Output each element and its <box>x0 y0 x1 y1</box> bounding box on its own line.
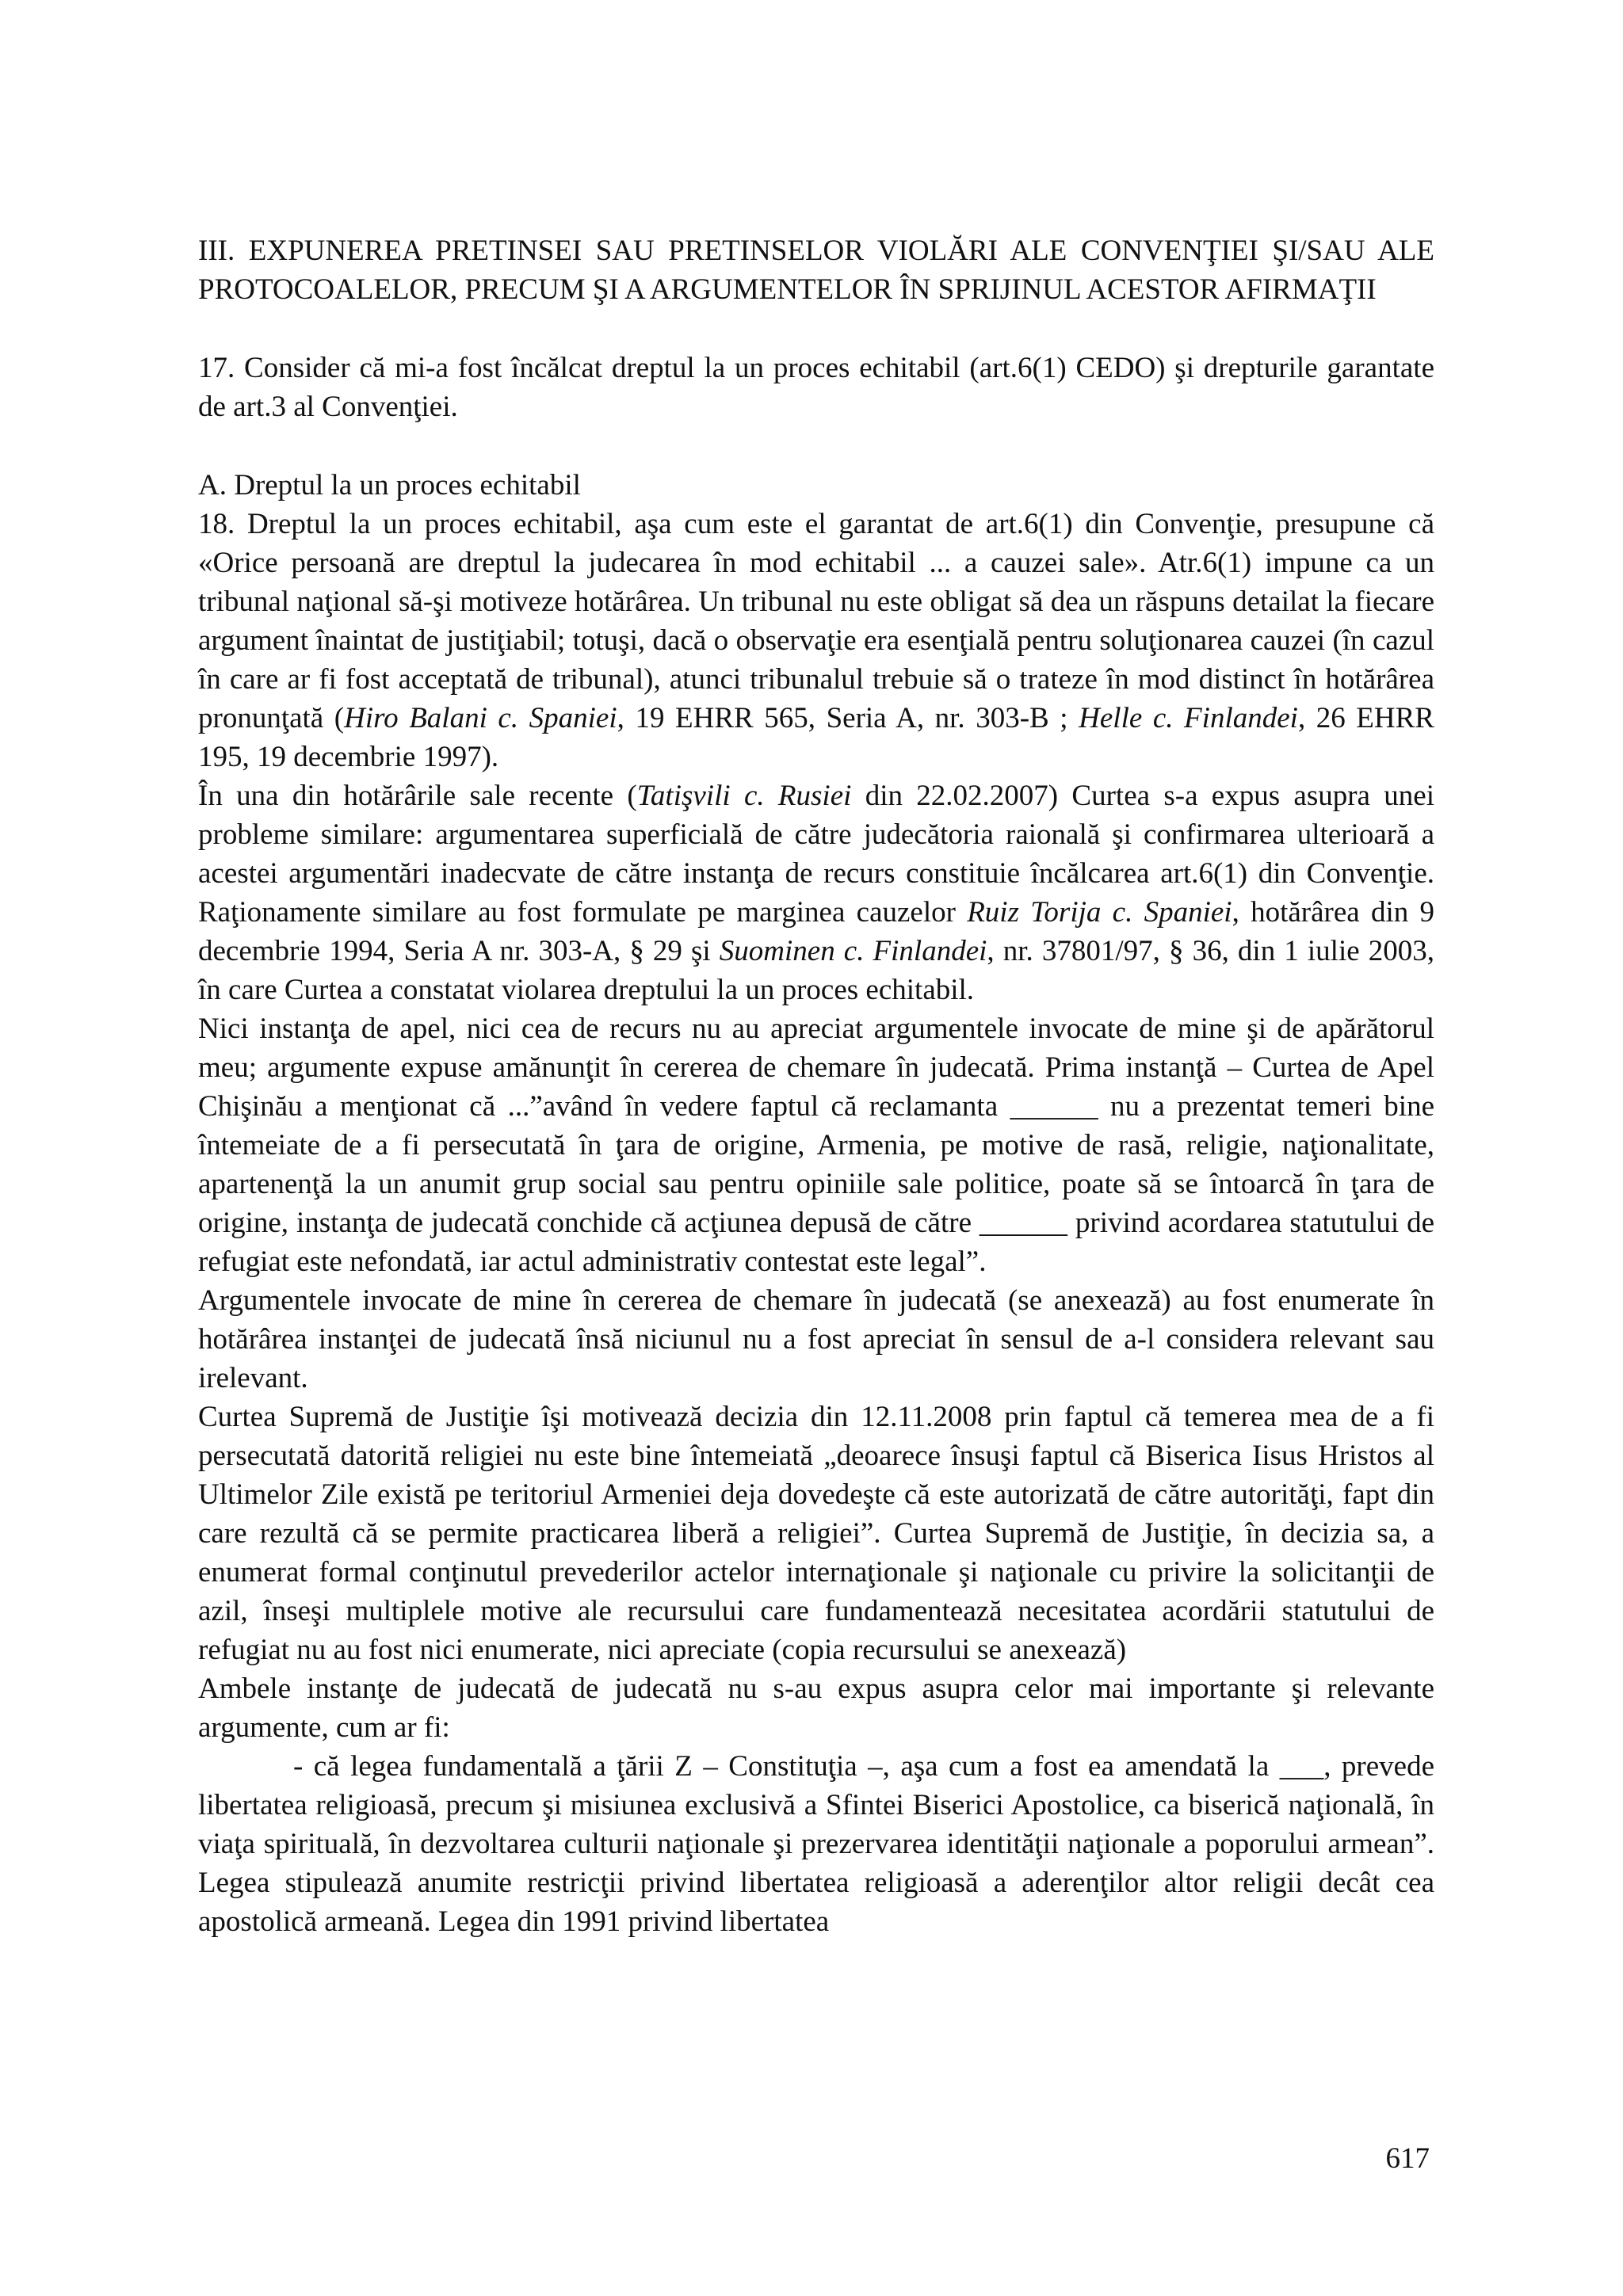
paragraph-18: 18. Dreptul la un proces echitabil, aşa cum este el garantat de art.6(1) din Convenţie, presupune că «Orice persoană are dreptul la judecarea în mod echitabil ... a cauzei sale». Atr.6(1) impune ca un tribunal naţional să-şi motiveze hotărârea. Un tribunal nu este obligat să dea un răspuns detailat la fiecare argument înaintat de justiţiabil; totuşi, dacă o observaţie era esenţială pentru soluţionarea cauzei (în cazul în care ar fi fost acceptată de tribunal), atunci tribunalul trebuie să o trateze în mod distinct în hotărârea pronunţată (Hiro Balani c. Spaniei, 19 EHRR 565, Seria A, nr. 303-B ; Helle c. Finlandei, 26 EHRR 195, 19 decembrie 1997). <box>198 508 1434 773</box>
case-citation: Tatişvili c. Rusiei <box>636 780 852 812</box>
case-citation: Hiro Balani c. Spaniei <box>344 702 617 734</box>
section-heading: III. EXPUNEREA PRETINSEI SAU PRETINSELOR VIOLĂRI ALE CONVENŢIEI ŞI/SAU ALE PROTOCOALELOR, PRECUM ŞI A ARGUMENTELOR ÎN SPRIJINUL ACESTOR AFIRMAŢII <box>198 235 1434 306</box>
paragraph-apel: Nici instanţa de apel, nici cea de recurs nu au apreciat argumentele invocate de mine şi de apărătorul meu; argumente expuse amănunţit în cererea de chemare în judecată. Prima instanţă – Curtea de Apel Chişinău a menţionat că ...”având în vedere faptul că reclamanta ______ nu a prezentat temeri bine întemeiate de a fi persecutată în ţara de origine, Armenia, pe motive de rasă, religie, naţionalitate, apartenenţă la un anumit grup social sau pentru opiniile sale politice, poate să se întoarcă în ţara de origine, instanţa de judecată conchide că acţiunea depusă de către ______ privind acordarea statutului de refugiat este nefondată, iar actul administrativ contestat este legal”. <box>198 1013 1434 1278</box>
page-number: 617 <box>1385 2142 1430 2175</box>
spacer <box>198 426 1434 466</box>
paragraph-tatisvili: În una din hotărârile sale recente (Tatişvili c. Rusiei din 22.02.2007) Curtea s-a expus asupra unei probleme similare: argumentarea superficială de către judecătoria raională şi confirmarea ulterioară a acestei argumentări inadecvate de către instanţa de recurs constituie încălcarea art.6(1) din Convenţie. Raţionamente similare au fost formulate pe marginea cauzelor Ruiz Torija c. Spaniei, hotărârea din 9 decembrie 1994, Seria A nr. 303-A, § 29 şi Suominen c. Finlandei, nr. 37801/97, § 36, din 1 iulie 2003, în care Curtea a constatat violarea dreptului la un proces echitabil. <box>198 780 1434 1006</box>
spacer <box>198 309 1434 349</box>
case-citation: Ruiz Torija c. Spaniei <box>967 896 1232 929</box>
paragraph-csj: Curtea Supremă de Justiţie îşi motivează decizia din 12.11.2008 prin faptul că temerea mea de a fi persecutată datorită religiei nu este bine întemeiată „deoarece însuşi faptul că Biserica Iisus Hristos al Ultimelor Zile există pe teritoriul Armeniei deja dovedeşte că este autorizată de către autorităţi, fapt din care rezultă că se permite practicarea liberă a religiei”. Curtea Supremă de Justiţie, în decizia sa, a enumerat formal conţinutul prevederilor actelor internaţionale şi naţionale cu privire la solicitanţii de azil, înseşi multiplele motive ale recursului care fundamentează necesitatea acordării statutului de refugiat nu au fost nici enumerate, nici apreciate (copia recursului se anexează) <box>198 1401 1434 1666</box>
case-citation: Suominen c. Finlandei <box>719 935 987 967</box>
paragraph-ambele: Ambele instanţe de judecată de judecată nu s-au expus asupra celor mai importante şi relevante argumente, cum ar fi: <box>198 1672 1434 1744</box>
paragraph-argumente: Argumentele invocate de mine în cererea de chemare în judecată (se anexează) au fost enumerate în hotărârea instanţei de judecată însă niciunul nu a fost apreciat în sensul de a-l considera relevant sau irelevant. <box>198 1284 1434 1394</box>
paragraph-lege: - că legea fundamentală a ţării Z – Constituţia –, aşa cum a fost ea amendată la ___, prevede libertatea religioasă, precum şi misiunea exclusivă a Sfintei Biserici Apostolice, ca biserică naţională, în viaţa spirituală, în dezvoltarea culturii naţionale şi prezervarea identităţii naţionale a poporului armean”. Legea stipulează anumite restricţii privind libertatea religioasă a aderenţilor altor religii decât cea apostolică armeană. Legea din 1991 privind libertatea <box>198 1750 1434 1938</box>
section-a-title: A. Dreptul la un proces echitabil <box>198 469 581 502</box>
document-body <box>198 231 1434 1941</box>
paragraph-17: 17. Consider că mi-a fost încălcat dreptul la un proces echitabil (art.6(1) CEDO) şi drepturile garantate de art.3 al Convenţiei. <box>198 352 1434 423</box>
case-citation: Helle c. Finlandei <box>1079 702 1298 734</box>
